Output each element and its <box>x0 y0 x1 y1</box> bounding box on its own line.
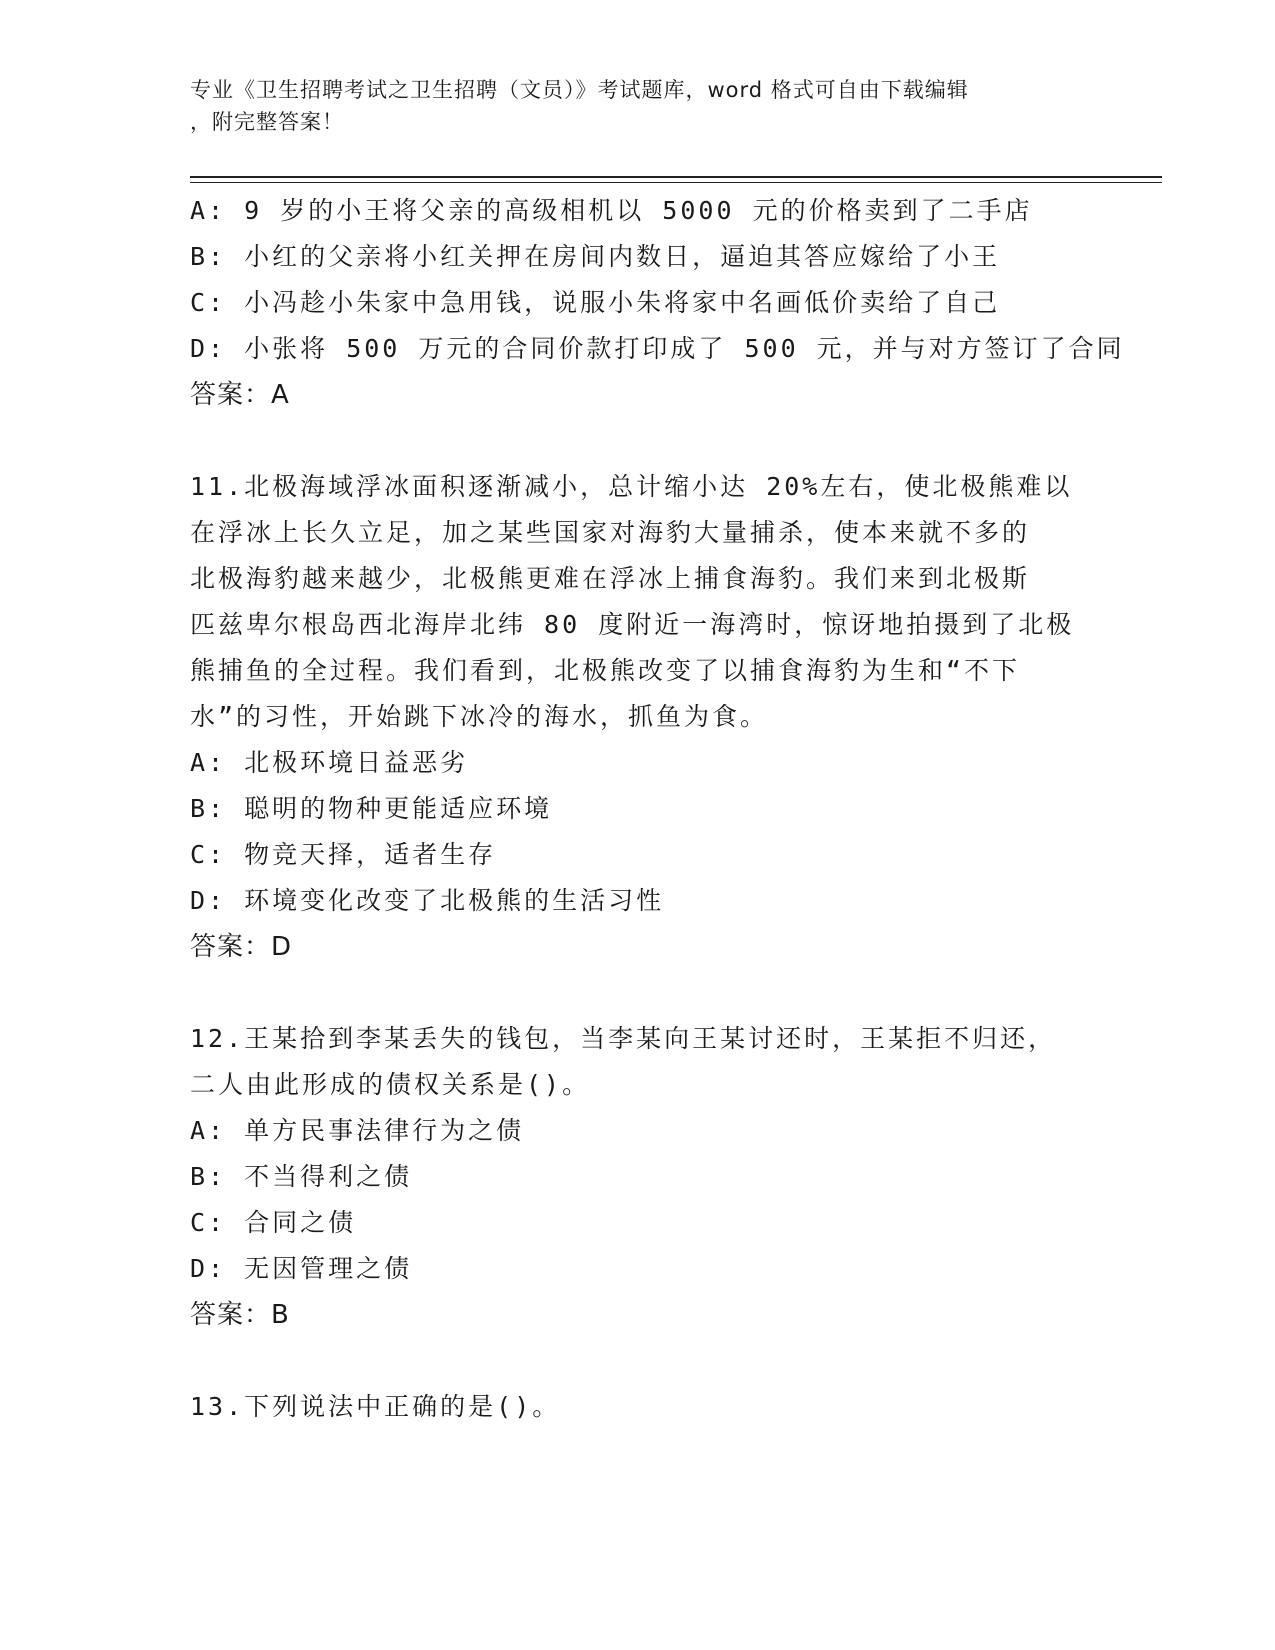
option-b: B: 聪明的物种更能适应环境 <box>190 794 553 823</box>
question-line: 水”的习性，开始跳下冰冷的海水，抓鱼为食。 <box>190 702 769 731</box>
question-10-options <box>190 188 1125 372</box>
question-12-answer: 答案：B <box>190 1300 290 1330</box>
question-line: 匹兹卑尔根岛西北海岸北纬 80 度附近一海湾时，惊讶地拍摄到了北极 <box>190 610 1075 639</box>
spacer <box>190 1338 1090 1384</box>
question-11-stem <box>190 464 1090 740</box>
header-rule-thick <box>190 176 1162 178</box>
option-c: C: 小冯趁小朱家中急用钱，说服小朱将家中名画低价卖给了自己 <box>190 288 1001 317</box>
document-header <box>190 74 1080 138</box>
question-11-options <box>190 740 1090 924</box>
header-line-2: ，附完整答案！ <box>190 110 344 134</box>
question-13-stem <box>190 1384 1090 1430</box>
option-a: A: 9 岁的小王将父亲的高级相机以 5000 元的价格卖到了二手店 <box>190 196 1033 225</box>
option-c: C: 物竞天择，适者生存 <box>190 840 497 869</box>
option-d: D: 环境变化改变了北极熊的生活习性 <box>190 886 665 915</box>
option-b: B: 不当得利之债 <box>190 1162 413 1191</box>
question-line: 二人由此形成的债权关系是()。 <box>190 1070 591 1099</box>
option-d: D: 无因管理之债 <box>190 1254 413 1283</box>
option-b: B: 小红的父亲将小红关押在房间内数日，逼迫其答应嫁给了小王 <box>190 242 1001 271</box>
question-11-answer: 答案：D <box>190 932 293 962</box>
header-line-1: 专业《卫生招聘考试之卫生招聘（文员）》考试题库，word 格式可自由下载编辑 <box>190 78 969 102</box>
option-a: A: 单方民事法律行为之债 <box>190 1116 525 1145</box>
question-10-answer: 答案：A <box>190 380 290 410</box>
question-line: 在浮冰上长久立足，加之某些国家对海豹大量捕杀，使本来就不多的 <box>190 518 1031 547</box>
spacer <box>190 418 1090 464</box>
option-c: C: 合同之债 <box>190 1208 357 1237</box>
header-rule-thin <box>190 182 1162 183</box>
question-line: 12.王某拾到李某丢失的钱包，当李某向王某讨还时，王某拒不归还， <box>190 1024 1057 1053</box>
question-content <box>190 188 1125 1430</box>
question-line: 北极海豹越来越少，北极熊更难在浮冰上捕食海豹。我们来到北极斯 <box>190 564 1031 593</box>
question-line: 11.北极海域浮冰面积逐渐减小，总计缩小达 20%左右，使北极熊难以 <box>190 472 1073 501</box>
spacer <box>190 970 1090 1016</box>
question-12-stem <box>190 1016 1090 1108</box>
option-d: D: 小张将 500 万元的合同价款打印成了 500 元，并与对方签订了合同 <box>190 334 1125 363</box>
question-line: 13.下列说法中正确的是()。 <box>190 1392 561 1421</box>
question-line: 熊捕鱼的全过程。我们看到，北极熊改变了以捕食海豹为生和“不下 <box>190 656 1021 685</box>
option-a: A: 北极环境日益恶劣 <box>190 748 469 777</box>
question-12-options <box>190 1108 1090 1292</box>
